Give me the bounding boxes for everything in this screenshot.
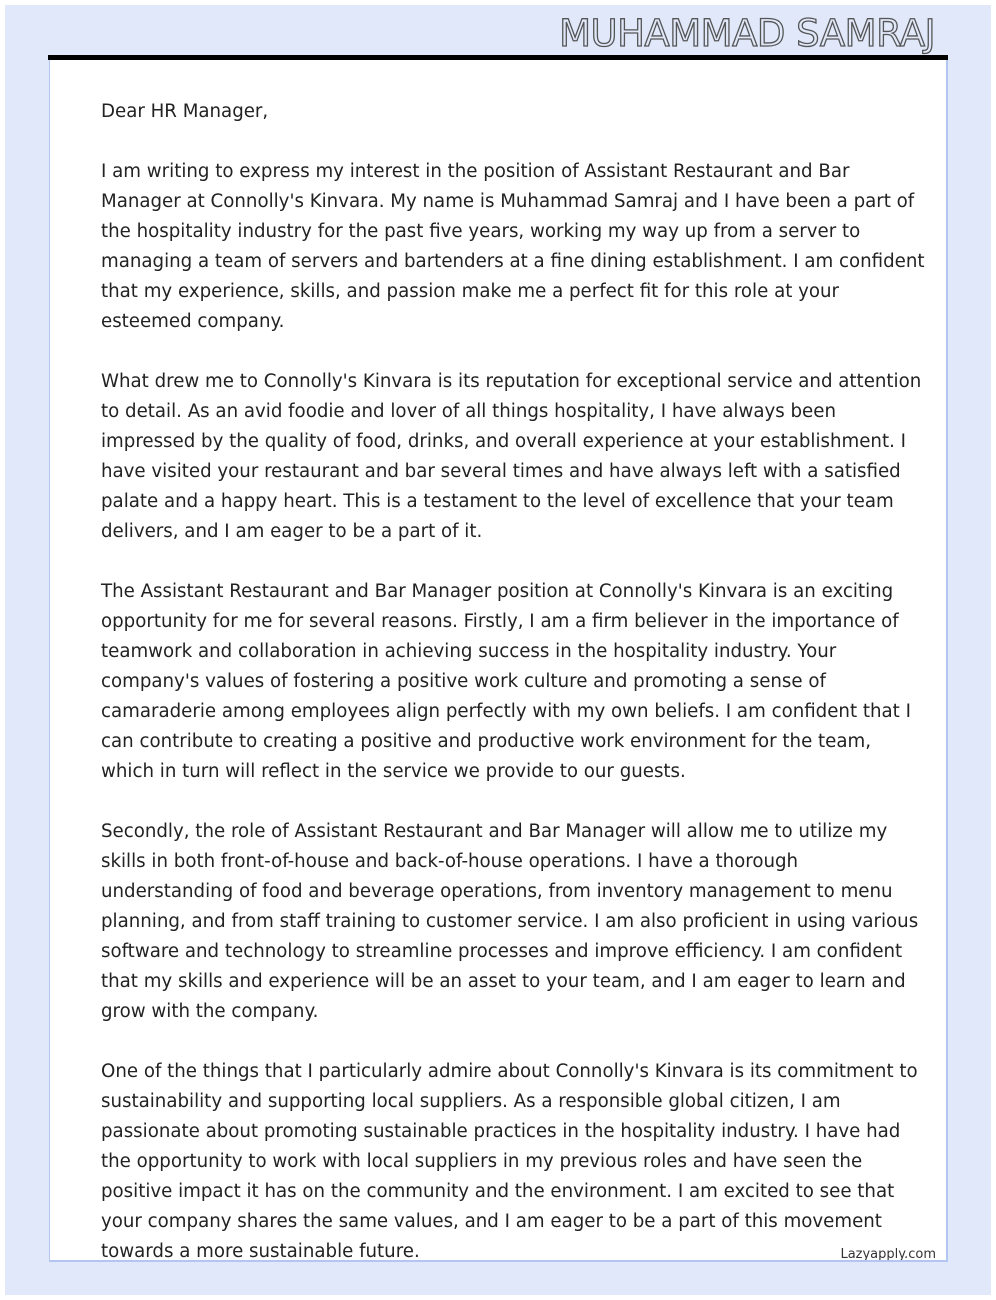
text-line: The Assistant Restaurant and Bar Manager position at Connolly's Kinvara is an exciting — [101, 581, 894, 602]
text-line: have visited your restaurant and bar several times and have always left with a satisfied — [101, 461, 901, 482]
text-line: can contribute to creating a positive and productive work environment for the team, — [101, 731, 872, 752]
text-line: the hospitality industry for the past five years, working my way up from a server to — [101, 221, 861, 242]
text-line: to detail. As an avid foodie and lover of all things hospitality, I have always been — [101, 401, 836, 422]
text-line: grow with the company. — [101, 1001, 319, 1022]
text-line: that my skills and experience will be an asset to your team, and I am eager to learn and — [101, 971, 906, 992]
watermark: Lazyapply.com — [840, 1247, 936, 1262]
text-line: Manager at Connolly's Kinvara. My name is Muhammad Samraj and I have been a part of — [101, 191, 915, 212]
letter-paragraph — [101, 367, 924, 547]
text-line: understanding of food and beverage operations, from inventory management to menu — [101, 881, 893, 902]
text-line: camaraderie among employees align perfectly with my own beliefs. I am confident that I — [101, 701, 911, 722]
applicant-name: MUHAMMAD SAMRAJ — [559, 12, 935, 55]
text-line: which in turn will reflect in the service we provide to our guests. — [101, 761, 686, 782]
letter-body — [101, 97, 924, 1262]
text-line: your company shares the same values, and I am eager to be a part of this movement — [101, 1211, 882, 1232]
paragraph-gap — [101, 337, 924, 367]
text-line: software and technology to streamline processes and improve efficiency. I am confident — [101, 941, 903, 962]
text-line: planning, and from staff training to customer service. I am also proficient in using various — [101, 911, 919, 932]
letter-paragraph — [101, 577, 924, 787]
letter-paragraph — [101, 817, 924, 1027]
text-line: that my experience, skills, and passion make me a perfect fit for this role at your — [101, 281, 840, 302]
text-line: What drew me to Connolly's Kinvara is its reputation for exceptional service and attention — [101, 371, 922, 392]
paragraph-gap — [101, 547, 924, 577]
text-line: the opportunity to work with local suppliers in my previous roles and have seen the — [101, 1151, 863, 1172]
letter-paragraph — [101, 157, 924, 337]
letter-page — [49, 60, 948, 1262]
text-line: towards a more sustainable future. — [101, 1241, 420, 1262]
text-line: impressed by the quality of food, drinks, and overall experience at your establishment. I — [101, 431, 907, 452]
text-line: One of the things that I particularly admire about Connolly's Kinvara is its commitment to — [101, 1061, 918, 1082]
text-line: Secondly, the role of Assistant Restaurant and Bar Manager will allow me to utilize my — [101, 821, 888, 842]
text-line: palate and a happy heart. This is a testament to the level of excellence that your team — [101, 491, 894, 512]
text-line: company's values of fostering a positive work culture and promoting a sense of — [101, 671, 826, 692]
text-line: delivers, and I am eager to be a part of it. — [101, 521, 483, 542]
paragraph-gap — [101, 787, 924, 817]
text-line: opportunity for me for several reasons. Firstly, I am a firm believer in the importance of — [101, 611, 899, 632]
text-line: I am writing to express my interest in the position of Assistant Restaurant and Bar — [101, 161, 850, 182]
text-line: managing a team of servers and bartenders at a fine dining establishment. I am confident — [101, 251, 925, 272]
text-line: Dear HR Manager, — [101, 101, 269, 122]
text-line: teamwork and collaboration in achieving success in the hospitality industry. Your — [101, 641, 837, 662]
text-line: positive impact it has on the community and the environment. I am excited to see that — [101, 1181, 895, 1202]
salutation — [101, 97, 924, 127]
text-line: sustainability and supporting local suppliers. As a responsible global citizen, I am — [101, 1091, 841, 1112]
text-line: esteemed company. — [101, 311, 285, 332]
text-line: passionate about promoting sustainable practices in the hospitality industry. I have had — [101, 1121, 901, 1142]
letter-paragraph — [101, 1057, 924, 1262]
paragraph-gap — [101, 1027, 924, 1057]
text-line: skills in both front-of-house and back-of-house operations. I have a thorough — [101, 851, 799, 872]
paragraph-gap — [101, 127, 924, 157]
